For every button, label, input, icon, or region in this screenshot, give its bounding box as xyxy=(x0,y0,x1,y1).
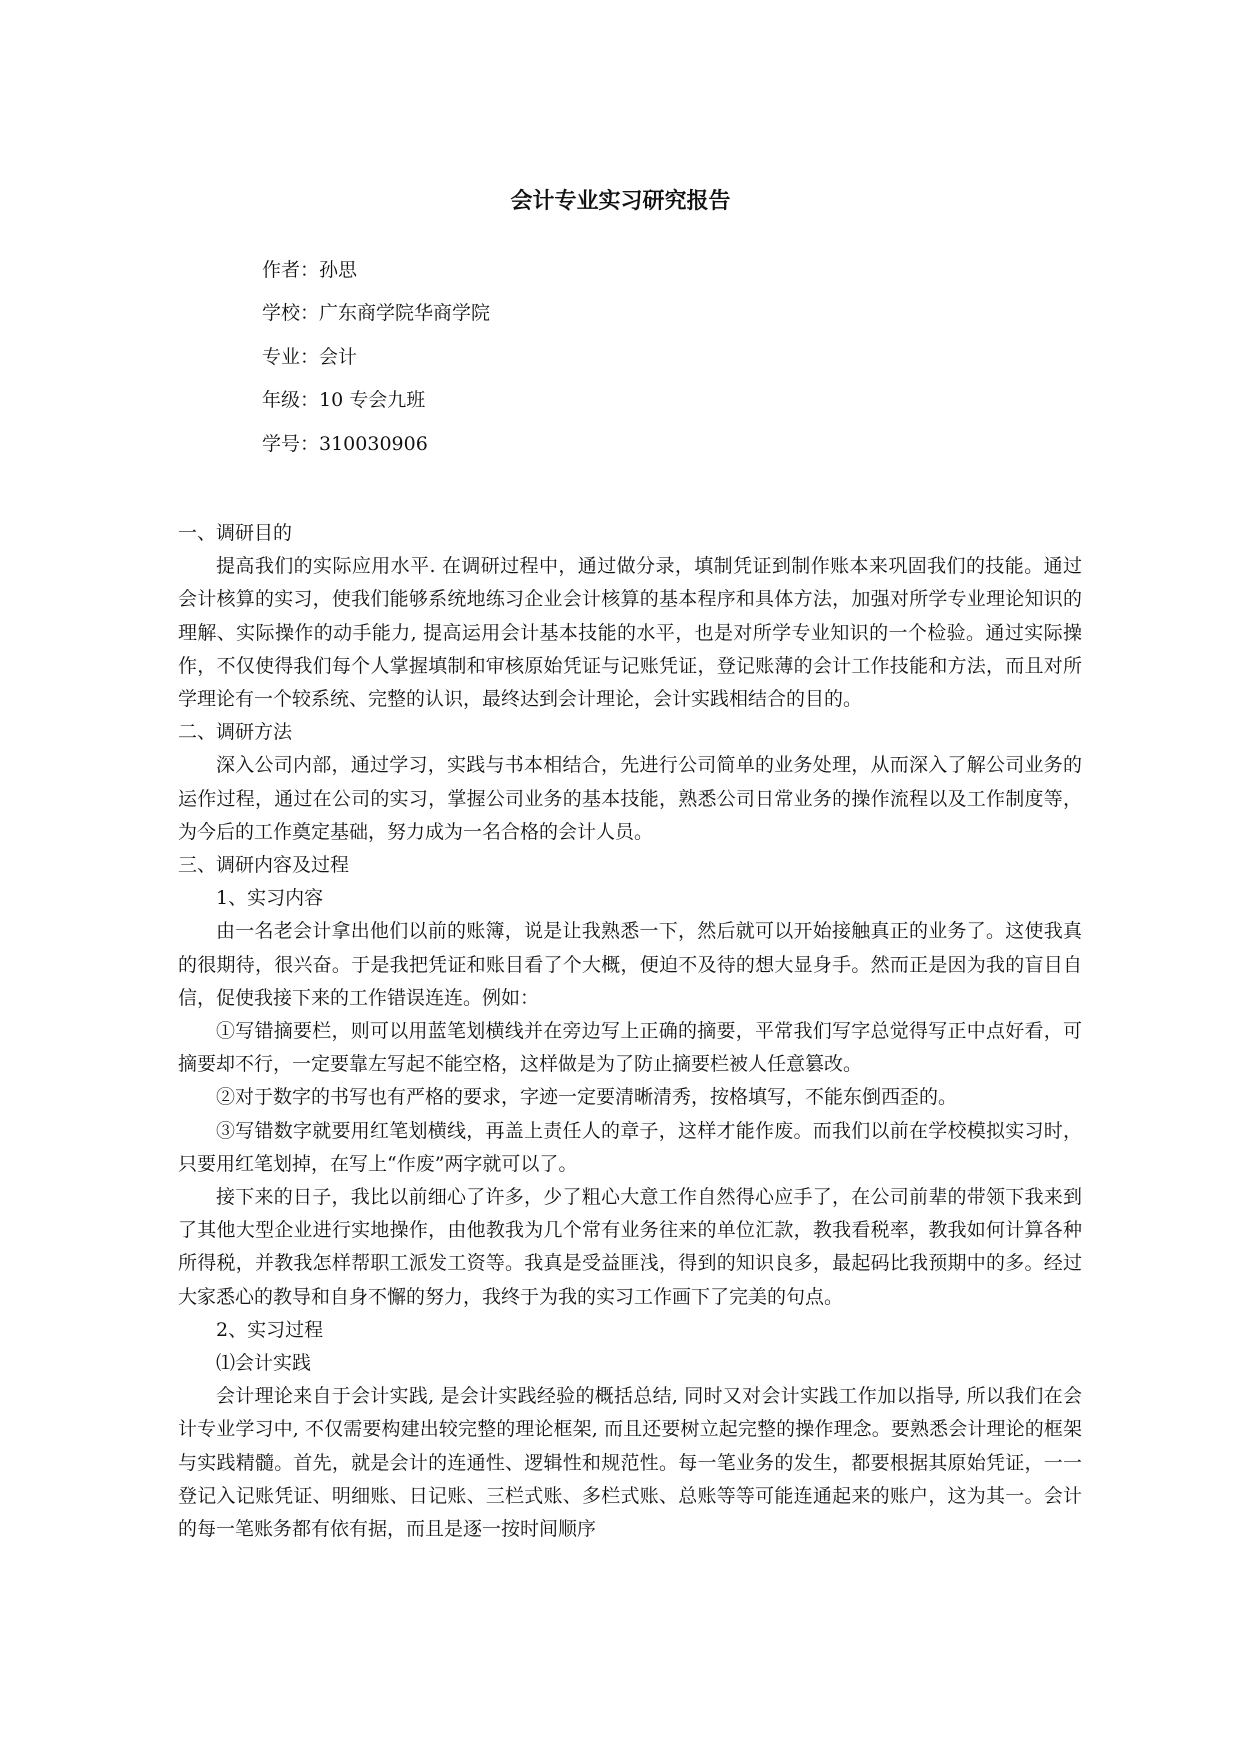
grade-line: 年级：10 专会九班 xyxy=(262,389,426,411)
paragraph-intro: 由一名老会计拿出他们以前的账簿，说是让我熟悉一下，然后就可以开始接触真正的业务了。这使我真的很期待，很兴奋。于是我把凭证和账目看了个大概，便迫不及待的想大显身手。然而正是因为我的盲目自信，促使我接下来的工作错误连连。例如： xyxy=(178,920,1082,1009)
section-heading-content: 三、调研内容及过程 xyxy=(178,854,350,877)
subheading-internship-process: 2、实习过程 xyxy=(216,1318,324,1341)
section-heading-purpose: 一、调研目的 xyxy=(178,522,293,544)
major-line: 专业：会计 xyxy=(262,346,358,368)
paragraph-error-1: ①写错摘要栏，则可以用蓝笔划横线并在旁边写上正确的摘要，平常我们写字总觉得写正中点好看，可摘要却不行，一定要靠左写起不能空格，这样做是为了防止摘要栏被人任意篡改。 xyxy=(178,1020,1082,1076)
student-id-line: 学号：310030906 xyxy=(262,433,428,455)
paragraph-error-2: ②对于数字的书写也有严格的要求，字迹一定要清晰清秀，按格填写，不能东倒西歪的。 xyxy=(216,1086,958,1109)
document-body xyxy=(178,517,1082,1546)
paragraph-method: 深入公司内部，通过学习，实践与书本相结合，先进行公司简单的业务处理，从而深入了解公司业务的运作过程，通过在公司的实习，掌握公司业务的基本技能，熟悉公司日常业务的操作流程以及工作制度等，为今后的工作奠定基础，努力成为一名合格的会计人员。 xyxy=(178,754,1082,843)
document-title: 会计专业实习研究报告 xyxy=(510,188,731,214)
paragraph-error-3: ③写错数字就要用红笔划横线，再盖上责任人的章子，这样才能作废。而我们以前在学校模拟实习时，只要用红笔划掉，在写上“作废”两字就可以了。 xyxy=(178,1119,1082,1175)
section-heading-method: 二、调研方法 xyxy=(178,721,293,744)
paragraph-progress: 接下来的日子，我比以前细心了许多，少了粗心大意工作自然得心应手了，在公司前辈的带领下我来到了其他大型企业进行实地操作，由他教我为几个常有业务往来的单位汇款，教我看税率，教我如何计算各种所得税，并教我怎样帮职工派发工资等。我真是受益匪浅，得到的知识良多，最起码比我预期中的多。经过大家悉心的教导和自身不懈的努力，我终于为我的实习工作画下了完美的句点。 xyxy=(178,1186,1082,1308)
paragraph-purpose: 提高我们的实际应用水平. 在调研过程中，通过做分录，填制凭证到制作账本来巩固我们的技能。通过会计核算的实习，使我们能够系统地练习企业会计核算的基本程序和具体方法，加强对所学专业理论知识的理解、实际操作的动手能力, 提高运用会计基本技能的水平，也是对所学专业知识的一个检验。通过实际操作，不仅使得我们每个人掌握填制和审核原始凭证与记账凭证，登记账薄的会计工作技能和方法，而且对所学理论有一个较系统、完整的认识，最终达到会计理论，会计实践相结合的目的。 xyxy=(178,555,1082,711)
school-line: 学校：广东商学院华商学院 xyxy=(262,302,491,324)
subheading-accounting-practice: ⑴会计实践 xyxy=(216,1352,312,1375)
paragraph-practice: 会计理论来自于会计实践, 是会计实践经验的概括总结, 同时又对会计实践工作加以指导, 所以我们在会计专业学习中, 不仅需要构建出较完整的理论框架, 而且还要树立起完整的操作理念。要熟悉会计理论的框架与实践精髓。首先，就是会计的连通性、逻辑性和规范性。每一笔业务的发生，都要根据其原始凭证，一一登记入记账凭证、明细账、日记账、三栏式账、多栏式账、总账等等可能连通起来的账户，这为其一。会计的每一笔账务都有依有据，而且是逐一按时间顺序 xyxy=(178,1385,1082,1541)
author-line: 作者：孙思 xyxy=(262,259,358,281)
subheading-internship-content: 1、实习内容 xyxy=(216,887,324,910)
